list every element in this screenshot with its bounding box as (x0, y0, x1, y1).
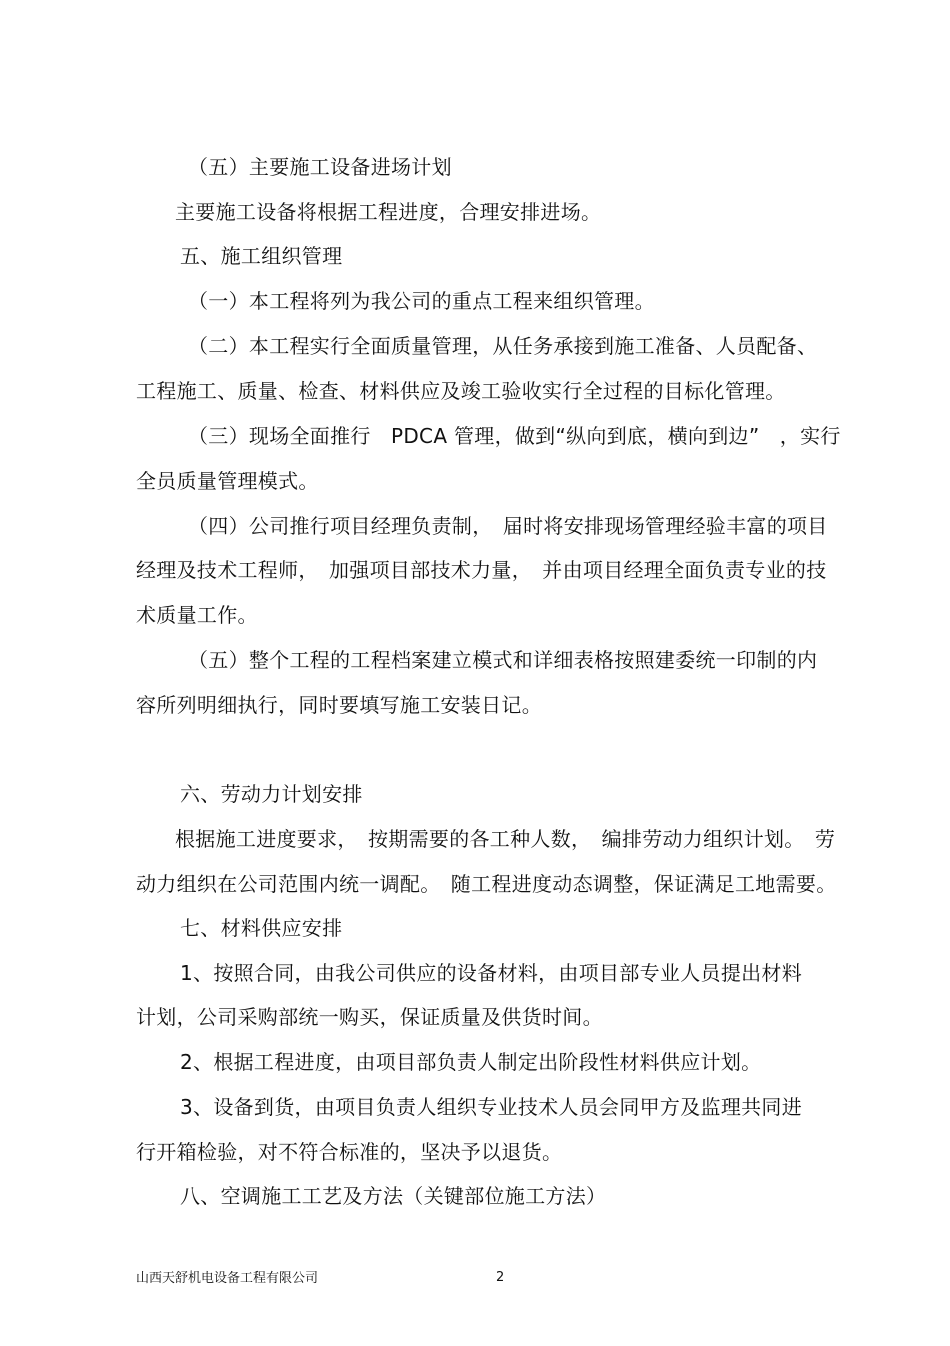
paragraph-line: 行开箱检验，对不符合标准的，坚决予以退货。 (136, 1140, 563, 1164)
subheading-equipment-plan: （五）主要施工设备进场计划 (188, 155, 452, 179)
paragraph-line: （一）本工程将列为我公司的重点工程来组织管理。 (188, 289, 655, 313)
paragraph-line: 计划，公司采购部统一购买，保证质量及供货时间。 (136, 1005, 603, 1029)
paragraph-line: 动力组织在公司范围内统一调配。 随工程进度动态调整，保证满足工地需要。 (136, 872, 837, 896)
paragraph-line: （五）整个工程的工程档案建立模式和详细表格按照建委统一印制的内 (188, 648, 818, 672)
paragraph-line: （四）公司推行项目经理负责制， 届时将安排现场管理经验丰富的项目 (188, 514, 828, 538)
paragraph-line: 全员质量管理模式。 (136, 469, 319, 493)
paragraph-line: （二）本工程实行全面质量管理，从任务承接到施工准备、人员配备、 (188, 334, 818, 358)
paragraph-line: 主要施工设备将根据工程进度，合理安排进场。 (175, 200, 602, 224)
paragraph-line: （三）现场全面推行 PDCA 管理，做到“纵向到底，横向到边” ，实行 (188, 424, 841, 448)
section-heading-labor-plan: 六、劳动力计划安排 (180, 782, 363, 806)
section-heading-hvac-methods: 八、空调施工工艺及方法（关键部位施工方法） (180, 1184, 607, 1208)
section-heading-material-supply: 七、材料供应安排 (180, 916, 343, 940)
paragraph-line: 3、设备到货，由项目负责人组织专业技术人员会同甲方及监理共同进 (180, 1095, 803, 1119)
paragraph-line: 1、按照合同，由我公司供应的设备材料，由项目部专业人员提出材料 (180, 961, 803, 985)
section-heading-construction-management: 五、施工组织管理 (180, 244, 343, 268)
paragraph-line: 工程施工、质量、检查、材料供应及竣工验收实行全过程的目标化管理。 (136, 379, 786, 403)
paragraph-line: 经理及技术工程师， 加强项目部技术力量， 并由项目经理全面负责专业的技 (136, 558, 827, 582)
paragraph-line: 容所列明细执行，同时要填写施工安装日记。 (136, 693, 542, 717)
paragraph-line: 2、根据工程进度，由项目部负责人制定出阶段性材料供应计划。 (180, 1050, 762, 1074)
paragraph-line: 根据施工进度要求， 按期需要的各工种人数， 编排劳动力组织计划。 劳 (175, 827, 836, 851)
paragraph-line: 术质量工作。 (136, 603, 258, 627)
footer-company-name: 山西天舒机电设备工程有限公司 (136, 1271, 319, 1286)
footer-page-number: 2 (496, 1270, 505, 1285)
